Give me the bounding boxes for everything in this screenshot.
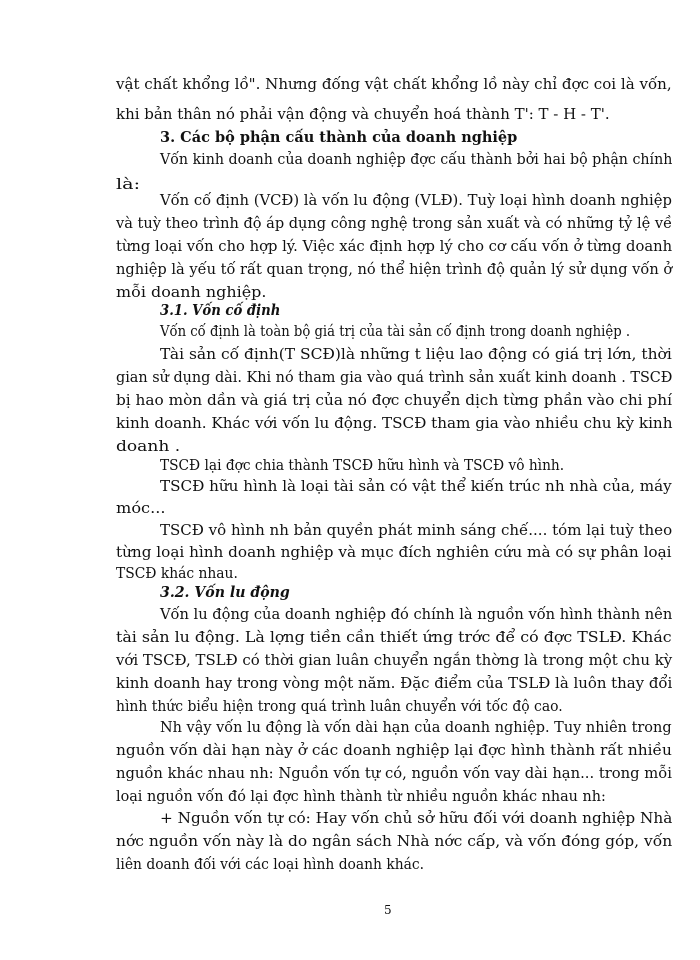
body-line: kinh doanh hay trong vòng một năm. Đặc điểm của TSLĐ là luôn thay đổi [116,674,673,692]
body-line: TSCĐ vô hình nh bản quyền phát minh sáng chế.... tóm lại tuỳ theo [160,521,673,539]
subsection-heading: 3.2. Vốn lu động [160,583,290,601]
body-line: loại nguồn vốn đó lại đợc hình thành từ nhiều nguồn khác nhau nh: [116,787,606,805]
body-line: khi bản thân nó phải vận động và chuyển hoá thành T': T - H - T'. [116,105,610,123]
body-line: Nh vậy vốn lu động là vốn dài hạn của doanh nghiệp. Tuy nhiên trong [160,718,672,736]
body-line: TSCĐ khác nhau. [116,564,238,582]
body-line: Vốn lu động của doanh nghiệp đó chính là nguồn vốn hình thành nên [160,605,673,623]
body-line: TSCĐ lại đợc chia thành TSCĐ hữu hình và TSCĐ vô hình. [160,456,565,474]
body-line: doanh . [116,437,181,455]
body-line: từng loại hình doanh nghiệp và mục đích nghiên cứu mà có sự phân loại [116,543,672,561]
body-line: Vốn kinh doanh của doanh nghiệp đợc cấu thành bởi hai bộ phận chính [160,150,673,168]
body-line: Tài sản cố định(T SCĐ)là những t liệu lao động có giá trị lớn, thời [160,345,672,363]
body-line: với TSCĐ, TSLĐ có thời gian luân chuyển ngắn thờng là trong một chu kỳ [116,651,673,669]
subsection-heading: 3.1. Vốn cố định [160,301,281,319]
body-line: liên doanh đối với các loại hình doanh khác. [116,855,425,873]
body-line: bị hao mòn dần và giá trị của nó đợc chuyển dịch từng phần vào chi phí [116,391,672,409]
body-line: là: [116,175,141,193]
body-line: + Nguồn vốn tự có: Hay vốn chủ sở hữu đối với doanh nghiệp Nhà [160,809,673,827]
page-number: 5 [384,903,392,917]
body-line: nguồn khác nhau nh: Nguồn vốn tự có, nguồn vốn vay dài hạn... trong mỗi [116,764,672,782]
section-heading: 3. Các bộ phận cấu thành của doanh nghiệp [160,128,518,146]
body-line: Vốn cố định là toàn bộ giá trị của tài sản cố định trong doanh nghiệp . [160,322,631,340]
body-line: gian sử dụng dài. Khi nó tham gia vào quá trình sản xuất kinh doanh . TSCĐ [116,368,673,386]
body-line: móc... [116,499,166,517]
body-line: mỗi doanh nghiệp. [116,283,267,301]
body-line: nghiệp là yếu tố rất quan trọng, nó thể hiện trình độ quản lý sử dụng vốn ở [116,260,673,278]
body-line: vật chất khổng lồ". Nhưng đống vật chất khổng lồ này chỉ đợc coi là vốn, [116,75,672,93]
body-line: Vốn cố định (VCĐ) là vốn lu động (VLĐ). Tuỳ loại hình doanh nghiệp [160,191,672,209]
body-line: nớc nguồn vốn này là do ngân sách Nhà nớc cấp, và vốn đóng góp, vốn [116,832,673,850]
body-line: TSCĐ hữu hình là loại tài sản có vật thể kiến trúc nh nhà của, máy [160,477,672,495]
body-line: tài sản lu động. Là lợng tiền cần thiết ứng trớc để có đợc TSLĐ. Khác [116,628,672,646]
body-line: từng loại vốn cho hợp lý. Việc xác định hợp lý cho cơ cấu vốn ở từng doanh [116,237,673,255]
body-line: và tuỳ theo trình độ áp dụng công nghệ trong sản xuất và có những tỷ lệ về [116,214,673,232]
body-line: nguồn vốn dài hạn này ở các doanh nghiệp lại đợc hình thành rất nhiều [116,741,672,759]
body-line: kinh doanh. Khác với vốn lu động. TSCĐ tham gia vào nhiều chu kỳ kinh [116,414,673,432]
body-line: hình thức biểu hiện trong quá trình luân chuyển với tốc độ cao. [116,697,563,715]
